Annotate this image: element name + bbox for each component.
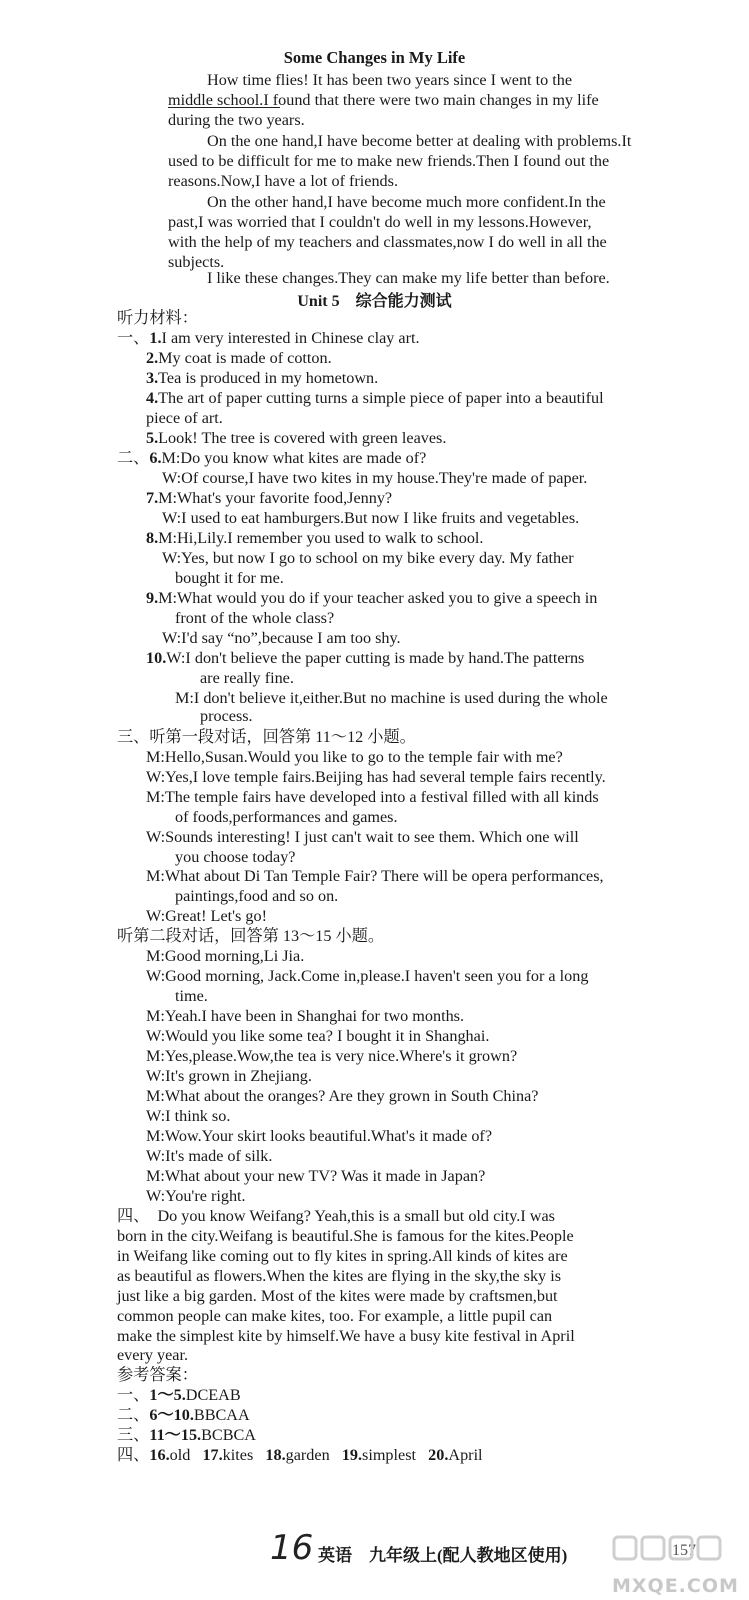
- part2-line: are really fine.: [200, 669, 294, 687]
- answer-row-part4: 四、16.old 17.kites 18.garden 19.simplest 20.April: [117, 1446, 483, 1464]
- dialogue-line: W:It's made of silk.: [146, 1147, 273, 1165]
- answers-heading: 参考答案：: [117, 1366, 198, 1384]
- pen-underline: [168, 107, 280, 108]
- essay-line: middle school.I found that there were two main changes in my life: [168, 91, 599, 109]
- part2-item-6: 二、6.M:Do you know what kites are made of?: [117, 449, 427, 467]
- part2-line: W:Yes, but now I go to school on my bike every day. My father: [162, 549, 574, 567]
- dialogue-line: you choose today?: [175, 848, 296, 866]
- dialogue-line: W:Yes,I love temple fairs.Beijing has had several temple fairs recently.: [146, 768, 606, 786]
- dialogue-line: W:I think so.: [146, 1107, 231, 1125]
- part2-line: process.: [200, 707, 253, 725]
- part1-item-1: 一、1.I am very interested in Chinese clay art.: [117, 329, 420, 347]
- part1-item-4: 4.The art of paper cutting turns a simple piece of paper into a beautiful: [146, 389, 604, 407]
- dialogue-line: W:It's grown in Zhejiang.: [146, 1067, 312, 1085]
- essay-line: past,I was worried that I couldn't do well in my lessons.However,: [168, 213, 592, 231]
- page-number: 157: [672, 1542, 696, 1559]
- essay-line: with the help of my teachers and classmates,now I do well in all the: [168, 233, 607, 251]
- passage-line: 四、 Do you know Weifang? Yeah,this is a small but old city.I was: [117, 1207, 555, 1225]
- dialogue-line: M:What about Di Tan Temple Fair? There will be opera performances,: [146, 867, 604, 885]
- essay-line: I like these changes.They can make my life better than before.: [207, 269, 610, 287]
- passage-line: born in the city.Weifang is beautiful.She is famous for the kites.People: [117, 1227, 574, 1245]
- dialogue-line: M:What about your new TV? Was it made in Japan?: [146, 1167, 486, 1185]
- passage-line: in Weifang like coming out to fly kites in spring.All kinds of kites are: [117, 1247, 568, 1265]
- essay-line: On the one hand,I have become better at dealing with problems.It: [207, 132, 632, 150]
- essay-line: On the other hand,I have become much more confident.In the: [207, 193, 606, 211]
- essay-line: used to be difficult for me to make new friends.Then I found out the: [168, 152, 610, 170]
- part1-item-5: 5.Look! The tree is covered with green leaves.: [146, 429, 447, 447]
- part1-item-4-cont: piece of art.: [146, 409, 223, 427]
- part2-item-9: 9.M:What would you do if your teacher asked you to give a speech in: [146, 589, 598, 607]
- part2-line: front of the whole class?: [175, 609, 335, 627]
- part3-heading: 三、听第一段对话，回答第 11～12 小题。: [117, 728, 416, 746]
- dialogue-line: M:The temple fairs have developed into a festival filled with all kinds: [146, 788, 599, 806]
- part1-item-3: 3.Tea is produced in my hometown.: [146, 369, 379, 387]
- unit-title: Unit 5 综合能力测试: [297, 293, 452, 310]
- part2-line: M:I don't believe it,either.But no machine is used during the whole: [175, 689, 608, 707]
- dialogue-line: W:You're right.: [146, 1187, 246, 1205]
- dialogue-line: M:Good morning,Li Jia.: [146, 947, 305, 965]
- dialogue-line: W:Would you like some tea? I bought it in Shanghai.: [146, 1027, 490, 1045]
- listening-heading: 听力材料：: [117, 309, 198, 327]
- dialogue-line: M:Hello,Susan.Would you like to go to the temple fair with me?: [146, 748, 563, 766]
- answer-row: 一、1～5.DCEAB: [117, 1386, 241, 1404]
- essay-line: How time flies! It has been two years since I went to the: [207, 71, 573, 89]
- essay-line: reasons.Now,I have a lot of friends.: [168, 172, 398, 190]
- dialogue-line: W:Great! Let's go!: [146, 907, 267, 925]
- passage-line: just like a big garden. Most of the kites were made by craftsmen,but: [117, 1287, 558, 1305]
- part2-item-7: 7.M:What's your favorite food,Jenny?: [146, 489, 393, 507]
- part1-item-2: 2.My coat is made of cotton.: [146, 349, 332, 367]
- handwritten-mark: 16: [270, 1528, 314, 1568]
- dialogue-line: W:Sounds interesting! I just can't wait to see them. Which one will: [146, 828, 579, 846]
- dialogue-line: M:What about the oranges? Are they grown in South China?: [146, 1087, 539, 1105]
- part2-line: W:I'd say “no”,because I am too shy.: [162, 629, 401, 647]
- part2-line: bought it for me.: [175, 569, 284, 587]
- footer-subject: 英语 九年级上(配人教地区使用): [318, 1546, 568, 1565]
- dialogue-line: M:Wow.Your skirt looks beautiful.What's it made of?: [146, 1127, 493, 1145]
- dialogue-line: M:Yes,please.Wow,the tea is very nice.Where's it grown?: [146, 1047, 518, 1065]
- essay-line: subjects.: [168, 253, 225, 271]
- part2-line: W:Of course,I have two kites in my house.They're made of paper.: [162, 469, 588, 487]
- answer-row: 二、6～10.BBCAA: [117, 1406, 250, 1424]
- dialogue-line: M:Yeah.I have been in Shanghai for two months.: [146, 1007, 465, 1025]
- essay-title: Some Changes in My Life: [283, 48, 466, 67]
- part2-item-10: 10.W:I don't believe the paper cutting is made by hand.The patterns: [146, 649, 585, 667]
- dialogue-line: time.: [175, 987, 208, 1005]
- part2-item-8: 8.M:Hi,Lily.I remember you used to walk to school.: [146, 529, 484, 547]
- dialogue-line: W:Good morning, Jack.Come in,please.I haven't seen you for a long: [146, 967, 589, 985]
- answer-row: 三、11～15.BCBCA: [117, 1426, 256, 1444]
- dialogue-line: of foods,performances and games.: [175, 808, 398, 826]
- essay-line: during the two years.: [168, 111, 305, 129]
- passage-line: as beautiful as flowers.When the kites are flying in the sky,the sky is: [117, 1267, 561, 1285]
- passage-line: make the simplest kite by himself.We have a busy kite festival in April: [117, 1327, 575, 1345]
- part3-subheading: 听第二段对话，回答第 13～15 小题。: [117, 927, 385, 945]
- watermark-text: MXQE.COM: [612, 1575, 739, 1597]
- part2-line: W:I used to eat hamburgers.But now I like fruits and vegetables.: [162, 509, 580, 527]
- passage-line: common people can make kites, too. For example, a little pupil can: [117, 1307, 553, 1325]
- dialogue-line: paintings,food and so on.: [175, 887, 339, 905]
- passage-line: every year.: [117, 1346, 189, 1364]
